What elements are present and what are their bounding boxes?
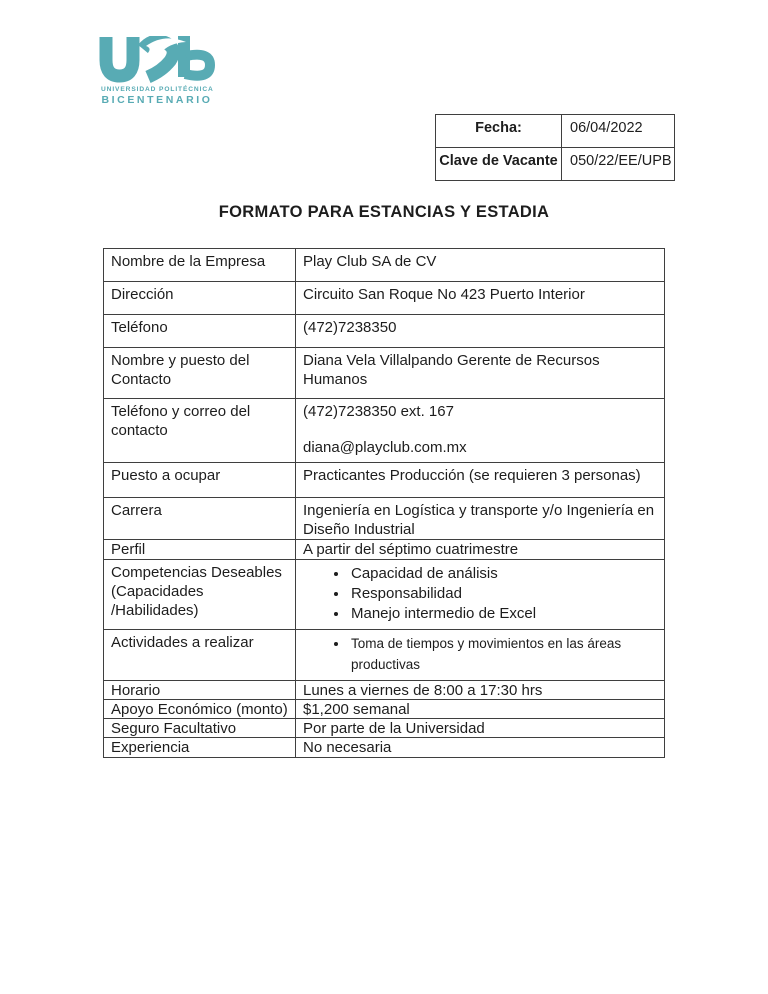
field-label: Apoyo Económico (monto) xyxy=(104,699,296,718)
upb-logo-mark xyxy=(98,36,216,84)
field-value xyxy=(296,559,665,629)
field-label: Nombre de la Empresa xyxy=(104,249,296,282)
field-value: A partir del séptimo cuatrimestre xyxy=(296,540,665,559)
table-row xyxy=(104,498,665,540)
fecha-value: 06/04/2022 xyxy=(562,115,675,148)
document-title: FORMATO PARA ESTANCIAS Y ESTADIA xyxy=(218,203,550,221)
table-row xyxy=(104,348,665,399)
contact-email-line: diana@playclub.com.mx xyxy=(303,439,467,457)
field-label: Teléfono y correo del contacto xyxy=(104,399,296,463)
field-value: Lunes a viernes de 8:00 a 17:30 hrs xyxy=(296,680,665,699)
table-row xyxy=(104,629,665,680)
field-label: Puesto a ocupar xyxy=(104,463,296,498)
field-value: Practicantes Producción (se requieren 3 personas) xyxy=(296,463,665,498)
bullet-list xyxy=(303,564,657,624)
field-value: Ingeniería en Logística y transporte y/o Ingeniería en Diseño Industrial xyxy=(296,498,665,540)
bullet-list xyxy=(303,634,657,676)
field-value: Circuito San Roque No 423 Puerto Interior xyxy=(296,282,665,315)
field-value: (472)7238350 xyxy=(296,315,665,348)
field-value: Por parte de la Universidad xyxy=(296,719,665,738)
university-name-line: UNIVERSIDAD POLITÉCNICA xyxy=(97,86,217,93)
table-row xyxy=(104,463,665,498)
clave-value: 050/22/EE/UPB xyxy=(562,148,675,181)
bicentenario-line: BICENTENARIO xyxy=(101,94,213,106)
field-label: Actividades a realizar xyxy=(104,629,296,680)
field-label: Nombre y puesto del Contacto xyxy=(104,348,296,399)
bullet-item: • Responsabilidad xyxy=(349,584,657,603)
fecha-label: Fecha: xyxy=(436,115,562,148)
field-value: $1,200 semanal xyxy=(296,699,665,718)
field-label: Competencias Deseables (Capacidades /Habilidades) xyxy=(104,559,296,629)
field-label: Seguro Facultativo xyxy=(104,719,296,738)
bullet-item: • Capacidad de análisis xyxy=(349,564,657,583)
field-value: Diana Vela Villalpando Gerente de Recursos Humanos xyxy=(296,348,665,399)
clave-label: Clave de Vacante xyxy=(436,148,562,181)
bullet-item: • Toma de tiempos y movimientos en las áreas productivas xyxy=(349,634,657,676)
field-label: Carrera xyxy=(104,498,296,540)
table-row xyxy=(104,540,665,559)
header-table xyxy=(435,114,675,181)
header-row-fecha xyxy=(436,115,675,148)
field-label: Experiencia xyxy=(104,738,296,757)
field-value: No necesaria xyxy=(296,738,665,757)
field-label: Teléfono xyxy=(104,315,296,348)
table-row xyxy=(104,699,665,718)
field-value xyxy=(296,629,665,680)
table-row xyxy=(104,680,665,699)
field-label: Horario xyxy=(104,680,296,699)
table-row xyxy=(104,719,665,738)
table-row xyxy=(104,399,665,463)
table-row xyxy=(104,315,665,348)
header-row-clave xyxy=(436,148,675,181)
main-table xyxy=(103,248,665,758)
table-row xyxy=(104,738,665,757)
field-value: Play Club SA de CV xyxy=(296,249,665,282)
field-value xyxy=(296,399,665,463)
table-row xyxy=(104,559,665,629)
contact-phone-line: (472)7238350 ext. 167 xyxy=(303,403,454,420)
table-row xyxy=(104,282,665,315)
bullet-item: • Manejo intermedio de Excel xyxy=(349,604,657,623)
table-row xyxy=(104,249,665,282)
field-label: Dirección xyxy=(104,282,296,315)
field-label: Perfil xyxy=(104,540,296,559)
university-logo xyxy=(97,36,217,106)
